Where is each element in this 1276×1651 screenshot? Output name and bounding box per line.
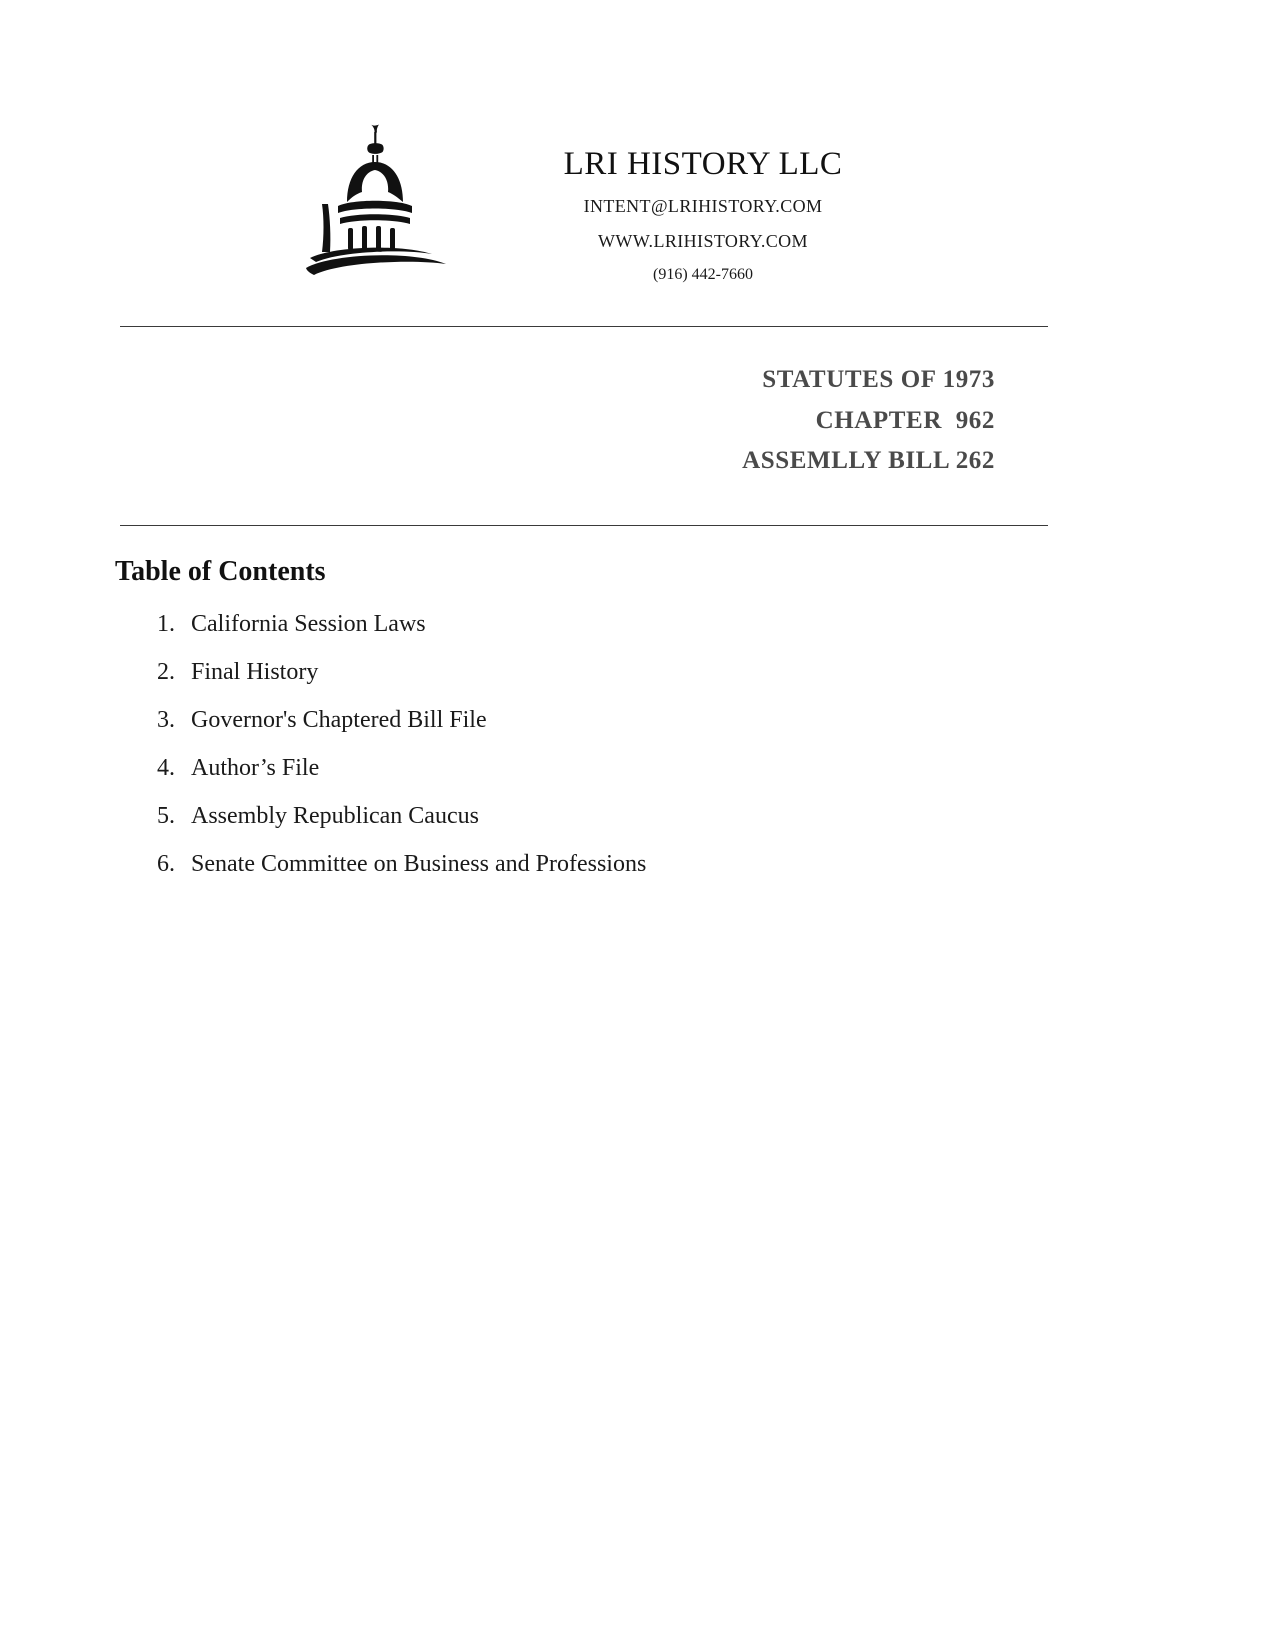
divider-top: [120, 326, 1048, 327]
company-name: LRI HISTORY LLC: [563, 146, 843, 182]
list-item: 2. Final History: [181, 660, 646, 684]
letterhead: [0, 118, 1276, 284]
bill-line: ASSEMLLY BILL 262: [742, 447, 995, 474]
list-item: 5. Assembly Republican Caucus: [181, 804, 646, 828]
list-item: 6. Senate Committee on Business and Professions: [181, 852, 646, 876]
table-of-contents-heading: Table of Contents: [115, 556, 326, 587]
capitol-dome-logo-icon: [300, 118, 450, 283]
list-item: 3. Governor's Chaptered Bill File: [181, 708, 646, 732]
list-item: 4. Author’s File: [181, 756, 646, 780]
divider-bottom: [120, 525, 1048, 526]
chapter-line: CHAPTER 962: [815, 406, 995, 434]
title-block: [120, 360, 995, 482]
table-of-contents-list: [137, 612, 646, 900]
company-phone: (916) 442-7660: [653, 266, 753, 284]
brand-block: [488, 118, 918, 284]
company-email: INTENT@LRIHISTORY.COM: [583, 196, 823, 217]
company-website: WWW.LRIHISTORY.COM: [598, 231, 808, 252]
logo-container: [290, 118, 460, 283]
statutes-line: STATUTES OF 1973: [762, 366, 995, 393]
list-item: 1. California Session Laws: [181, 612, 646, 636]
